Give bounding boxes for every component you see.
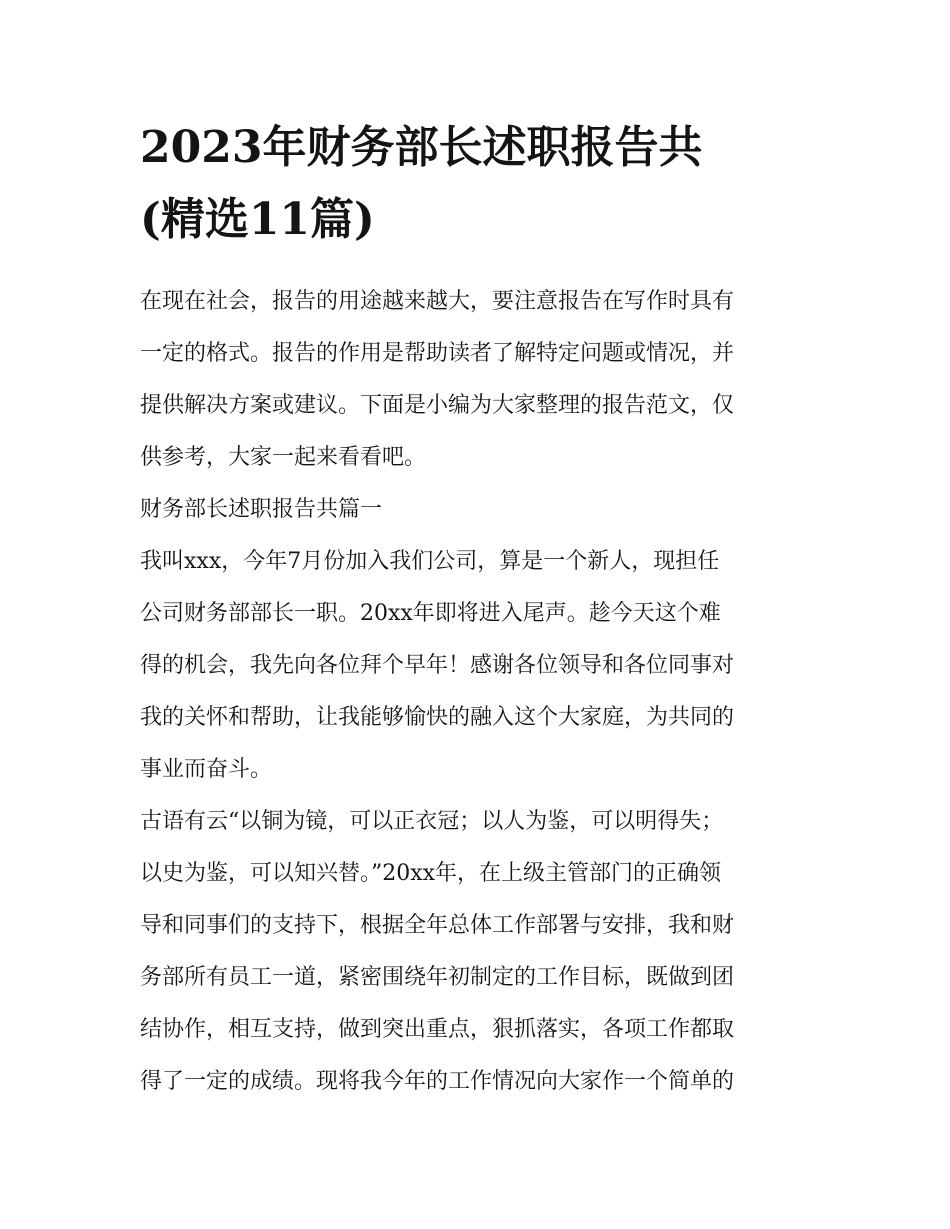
paragraph-line: 务部所有员工一道，紧密围绕年初制定的工作目标，既做到团 (140, 965, 735, 990)
document-content (140, 112, 812, 1108)
paragraph-line: 得的机会，我先向各位拜个早年！感谢各位领导和各位同事对 (140, 653, 735, 678)
paragraph-line: 我叫xxx，今年7月份加入我们公司，算是一个新人，现担任 (140, 549, 720, 574)
section-heading: 财务部长述职报告共篇一 (140, 497, 383, 522)
document-body (140, 276, 812, 1108)
title-line: (精选11篇) (140, 194, 375, 245)
paragraph-line: 结协作，相互支持，做到突出重点，狠抓落实，各项工作都取 (140, 1017, 735, 1042)
paragraph-line: 得了一定的成绩。现将我今年的工作情况向大家作一个简单的 (140, 1069, 735, 1094)
intro-paragraph-line: 供参考，大家一起来看看吧。 (140, 445, 427, 470)
paragraph-line: 公司财务部部长一职。20xx年即将进入尾声。趁今天这个难 (140, 601, 721, 626)
document-title (140, 112, 812, 256)
paragraph-line: 以史为鉴，可以知兴替。”20xx年，在上级主管部门的正确领 (140, 861, 722, 886)
intro-paragraph-line: 一定的格式。报告的作用是帮助读者了解特定问题或情况，并 (140, 341, 735, 366)
paragraph-line: 我的关怀和帮助，让我能够愉快的融入这个大家庭，为共同的 (140, 705, 735, 730)
paragraph-line: 事业而奋斗。 (140, 757, 273, 782)
title-line: 2023年财务部长述职报告共 (140, 122, 703, 173)
paragraph-line: 导和同事们的支持下，根据全年总体工作部署与安排，我和财 (140, 913, 735, 938)
intro-paragraph-line: 提供解决方案或建议。下面是小编为大家整理的报告范文，仅 (140, 393, 735, 418)
intro-paragraph-line: 在现在社会，报告的用途越来越大，要注意报告在写作时具有 (140, 289, 735, 314)
paragraph-line: 古语有云“以铜为镜，可以正衣冠；以人为鉴，可以明得失； (140, 809, 724, 834)
